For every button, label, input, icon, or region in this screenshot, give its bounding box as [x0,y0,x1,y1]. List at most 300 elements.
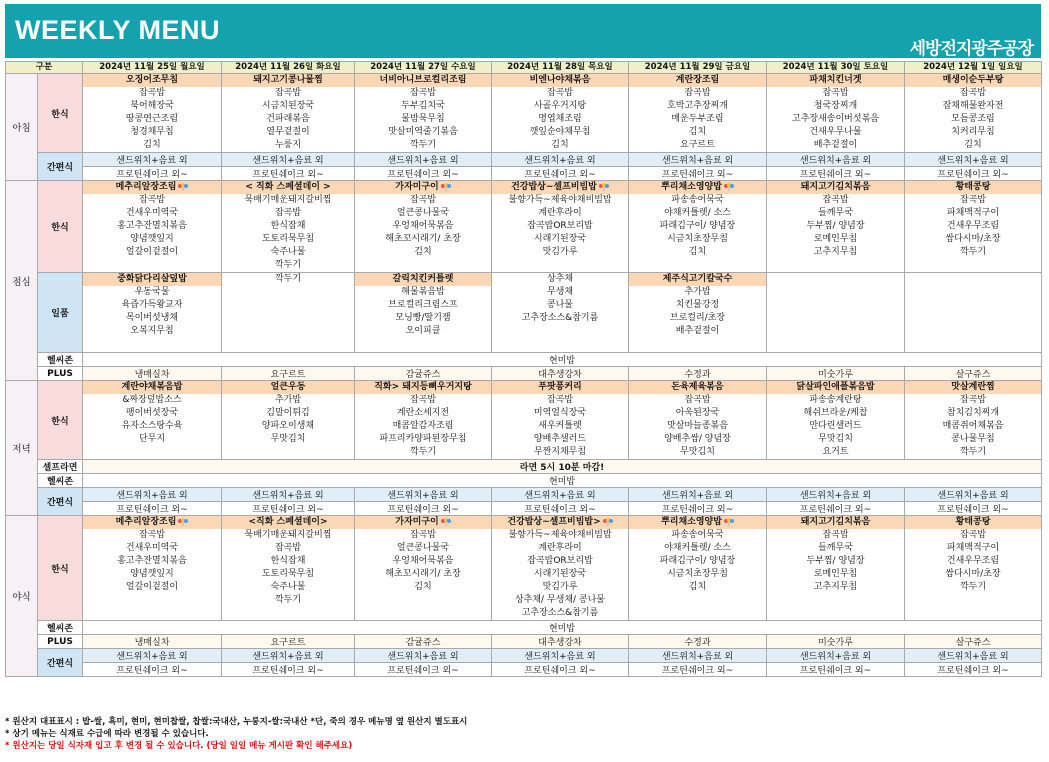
menu-item-text: 팽이버섯장국 [125,408,179,418]
menu-item-text: 계란후라이 [538,543,582,553]
menu-item-text: 상추채 [546,274,574,284]
menu-item-text: 불향가득~제육야채비빔밥 [508,530,612,540]
menu-item [492,312,628,325]
menu-item [629,194,766,207]
menu-item [905,581,1041,594]
menu-item-text: 무맛김치 [270,434,306,444]
menu-item [222,259,354,272]
menu-item [83,394,221,407]
decoration-icon [441,518,451,526]
snack-item: 샌드위치+음료 외 [492,488,629,502]
day-menu-cell [629,273,767,353]
menu-item-text: 숙주나물 [270,247,306,257]
plus-item: 감귤쥬스 [355,635,492,649]
table-row [6,474,1042,488]
menu-item [629,220,766,233]
menu-item [905,246,1041,259]
day-menu-cell [222,516,355,621]
menu-item-text: 중화닭다리살덮밥 [117,274,187,284]
day-menu-cell [222,381,355,460]
menu-item-text: 야채커틀렛/ 소스 [664,543,731,553]
decoration-icon [724,518,734,526]
main-dish [355,181,491,194]
menu-item-text: 요구르트 [680,140,715,150]
day-menu-cell [905,273,1042,353]
day-menu-cell [905,181,1042,273]
menu-item-text: 미역얼식장국 [533,408,587,418]
snack-item: 샌드위치+음료 외 [222,153,355,167]
note-origin-change: * 원산지는 당일 식자재 입고 후 변경 될 수 있습니다. (당일 일일 메뉴 게시판 확인 해주세요) [5,741,353,751]
weekly-menu-table [5,61,1042,677]
plus-item: 감귤쥬스 [355,367,492,381]
menu-item [629,113,766,126]
menu-item [355,207,491,220]
day-header: 2024년 12월 1일 일요일 [905,62,1042,74]
snack-item: 프로틴쉐이크 외~ [222,663,355,677]
menu-item [355,555,491,568]
span-cell: 현미밥 [83,474,1042,488]
menu-item-text: 요거트 [822,447,849,457]
menu-item-text: 파프리카양파된장무침 [379,434,467,444]
menu-item-text: 돼지고기김치볶음 [800,182,871,192]
day-menu-cell [83,181,222,273]
menu-item-text: 김치 [688,247,707,257]
menu-item-text: 사골우거지탕 [533,101,587,111]
menu-item-text: 단무지 [138,434,166,444]
menu-item-text: 로메인무침 [813,234,858,244]
menu-item-text: 해초꼬시래기/ 초장 [385,234,461,244]
span-cell: 라면 5시 10분 마감! [83,460,1042,474]
day-menu-cell [767,181,905,273]
menu-item-text: 잡곡밥 [138,530,166,540]
day-menu-cell [355,516,492,621]
menu-item-text: 열무겉절이 [266,127,310,137]
day-menu-cell [83,74,222,153]
main-dish [767,74,904,87]
snack-item: 샌드위치+음료 외 [767,649,905,663]
menu-item [767,220,904,233]
day-menu-cell [629,74,767,153]
menu-item [767,126,904,139]
main-dish [83,273,221,286]
menu-item-text: 물밤묵무침 [401,114,445,124]
menu-item [905,529,1041,542]
menu-item [355,126,491,139]
menu-item [83,529,221,542]
menu-item [355,312,491,325]
table-row [6,635,1042,649]
menu-item [492,100,628,113]
menu-item-text: 호박고추장찌개 [667,101,728,111]
decoration-icon [599,183,609,191]
menu-item-text: 가자미구이 [395,182,439,192]
menu-item [767,394,904,407]
menu-item-text: 파송송어묵국 [671,195,724,205]
main-dish [629,273,766,286]
plus-item: 미숫가루 [767,367,905,381]
plus-item: 냉매실차 [83,367,222,381]
menu-item-text: 매콤알감자조림 [392,421,454,431]
day-menu-cell [355,381,492,460]
menu-item-text: 매콤쥐어채볶음 [942,421,1004,431]
category-label: 셀프라면 [38,460,83,474]
menu-item [492,299,628,312]
menu-item-text: 우동국물 [134,287,170,297]
snack-item: 프로틴쉐이크 외~ [629,663,767,677]
menu-item-text: &짜장덮밥소스 [122,395,182,405]
day-menu-cell [355,181,492,273]
menu-item [492,207,628,220]
menu-item-text: 무짠지채무침 [533,447,587,457]
menu-item [905,420,1041,433]
menu-item [767,207,904,220]
menu-item [492,286,628,299]
menu-item [905,87,1041,100]
snack-item: 샌드위치+음료 외 [83,488,222,502]
table-row [6,649,1042,663]
menu-item-text: 한식잡채 [270,221,306,231]
span-cell: 현미밥 [83,621,1042,635]
category-label: PLUS [38,367,83,381]
menu-item [355,433,491,446]
menu-item [83,220,221,233]
main-dish [222,516,354,529]
menu-item [905,100,1041,113]
main-dish [355,273,491,286]
menu-item [492,273,628,286]
menu-item-text: 김치 [414,247,432,257]
notes [5,716,467,752]
snack-item: 샌드위치+음료 외 [905,649,1042,663]
menu-item-text: 얼큰콩나물국 [396,208,450,218]
snack-item: 프로틴쉐이크 외~ [355,167,492,181]
category-label: 한식 [38,516,83,621]
menu-item-text: 시금치초장무침 [667,569,728,579]
menu-item [222,207,354,220]
day-menu-cell [355,273,492,353]
menu-item-text: 홍고추잔멸치볶음 [117,221,187,231]
snack-item: 샌드위치+음료 외 [492,153,629,167]
menu-item [905,194,1041,207]
menu-item-text: 잡곡밥 [274,88,302,98]
menu-item-text: 잡곡밥 [138,88,166,98]
day-menu-cell [629,181,767,273]
table-row [6,273,1042,353]
menu-item-text: 치킨물강정 [675,300,720,310]
menu-item-text: 맛살미역줄기볶음 [388,127,458,137]
menu-item-text: 배추겉절이 [813,140,858,150]
main-dish [767,516,904,529]
snack-item: 샌드위치+음료 외 [767,153,905,167]
menu-item [355,325,491,338]
menu-item-text: 계란후라이 [538,208,582,218]
menu-item-text: 파채맥적구이 [946,543,1000,553]
menu-item-text: 고추장소스&참기름 [521,608,599,618]
menu-item [355,529,491,542]
menu-item-text: 양념깻잎지 [130,569,174,579]
menu-item-text: 시래기된장국 [533,569,587,579]
plus-item: 살구쥬스 [905,635,1042,649]
table-row [6,381,1042,460]
day-menu-cell [492,516,629,621]
menu-item-text: 유자소스탕수육 [121,421,183,431]
menu-item-text: 양파오이생채 [261,421,315,431]
meal-label: 야식 [6,516,38,677]
snack-item: 프로틴쉐이크 외~ [222,502,355,516]
menu-item [629,246,766,259]
menu-item-text: 닭살파인애플볶음밥 [796,382,875,392]
menu-item [492,220,628,233]
snack-item: 프로틴쉐이크 외~ [629,502,767,516]
menu-item [83,325,221,338]
day-menu-cell [767,381,905,460]
day-menu-cell [83,516,222,621]
menu-item [767,542,904,555]
menu-item-text: 너비아니브로컬리조림 [379,75,467,85]
menu-item-text: 새우커틀렛 [538,421,582,431]
menu-item-text: 파래김구이/ 양념장 [659,221,736,231]
menu-item-text: 잡곡밥 [684,395,711,405]
menu-item-text: 참치김치찌개 [946,408,1000,418]
menu-item [629,568,766,581]
snack-item: 프로틴쉐이크 외~ [492,167,629,181]
plus-item: 대추생강차 [492,635,629,649]
menu-item [905,394,1041,407]
main-dish [83,74,221,87]
menu-item [492,113,628,126]
menu-item-text: 무맛김치 [680,447,715,457]
menu-item [905,542,1041,555]
menu-item-text: 매운두부조림 [671,114,724,124]
note-origin: * 원산지 대표표시 : 밥-쌀, 흑미, 현미, 현미찹쌀, 찹쌀:국내산, 누룽지-쌀:국내산 *단, 죽의 경우 메뉴명 옆 원산지 별도표시 [5,717,468,727]
menu-item [629,407,766,420]
menu-item-text: 파채치킨너겟 [809,75,862,85]
menu-item-text: 파송송어묵국 [671,530,724,540]
day-menu-cell [767,516,905,621]
main-dish [492,181,628,194]
menu-item [222,568,354,581]
menu-item [355,542,491,555]
menu-item-text: 두부김치국 [401,101,445,111]
menu-item [767,87,904,100]
menu-item [905,113,1041,126]
menu-item [83,194,221,207]
main-dish [355,516,491,529]
menu-item-text: 김치 [688,127,707,137]
menu-item-text: 얼갈이겉절이 [125,582,179,592]
menu-item [222,542,354,555]
menu-item-text: 건새우미역국 [125,208,179,218]
category-label: 한식 [38,381,83,460]
menu-item-text: 잡곡밥 [959,195,987,205]
day-menu-cell [905,74,1042,153]
menu-item-text: 잡곡밥 [684,88,711,98]
menu-item-text: 뿌리채소영양밥 [661,517,722,527]
main-dish [629,516,766,529]
menu-item [905,220,1041,233]
main-dish [492,516,628,529]
table-row [6,353,1042,367]
snack-item: 프로틴쉐이크 외~ [492,663,629,677]
menu-item-text: 콩나물무침 [951,434,995,444]
menu-item-text: 김치 [414,582,432,592]
menu-item-text: 건파래볶음 [266,114,310,124]
menu-item-text: 푸팟퐁커리 [538,382,582,392]
menu-item [629,433,766,446]
menu-item-text: 비엔나야채볶음 [529,75,591,85]
menu-item-text: 모듬콩조림 [951,114,995,124]
menu-item-text: 시금치된장국 [261,101,315,111]
menu-item [222,113,354,126]
menu-item [767,139,904,152]
menu-item-text: 브로컬리크림스프 [388,300,458,310]
menu-item [767,246,904,259]
menu-item-text: 우엉채어묵볶음 [392,556,454,566]
plus-item: 수정과 [629,367,767,381]
category-label: 간편식 [38,649,83,677]
menu-item [355,446,491,459]
snack-item: 프로틴쉐이크 외~ [83,502,222,516]
menu-item-text: 파채맥적구이 [946,208,1000,218]
header-row [6,62,1042,74]
menu-item [492,446,628,459]
snack-item: 프로틴쉐이크 외~ [355,502,492,516]
table-row [6,621,1042,635]
menu-item [355,299,491,312]
menu-item [492,568,628,581]
menu-item [492,555,628,568]
menu-item [83,433,221,446]
snack-item: 샌드위치+음료 외 [355,488,492,502]
menu-item [767,100,904,113]
menu-item-text: 숙주나물 [270,582,306,592]
menu-item [222,529,354,542]
meal-label: 점심 [6,181,38,381]
menu-item [905,433,1041,446]
menu-item-text: 황태콩탕 [955,517,991,527]
main-dish [222,74,354,87]
day-menu-cell [492,74,629,153]
menu-item-text: 잡곡밥 [959,530,987,540]
menu-item-text: 잡곡밥 [959,395,987,405]
menu-item-text: 건새우무나물 [809,127,862,137]
menu-item-text: 아욱된장국 [675,408,720,418]
menu-item [355,568,491,581]
menu-item [629,555,766,568]
plus-item: 요구르트 [222,635,355,649]
menu-item-text: 건새우미역국 [125,543,179,553]
menu-item-text: 김말이튀김 [266,408,310,418]
menu-item [629,581,766,594]
day-menu-cell [767,273,905,353]
menu-item-text: 김치 [143,140,161,150]
menu-item [83,139,221,152]
menu-item [222,126,354,139]
meal-label: 아침 [6,74,38,181]
day-header: 2024년 11월 28일 목요일 [492,62,629,74]
menu-item-text: 배추겉절이 [675,326,720,336]
menu-item-text: 홍고추잔멸치볶음 [117,556,187,566]
menu-item [83,246,221,259]
snack-item: 프로틴쉐이크 외~ [767,502,905,516]
category-label: 일품 [38,273,83,353]
menu-item [492,420,628,433]
menu-item-text: 김치 [551,140,569,150]
menu-item-text: 잡곡밥 [138,195,166,205]
menu-item-text: 김치 [688,582,707,592]
snack-item: 프로틴쉐이크 외~ [767,663,905,677]
snack-item: 샌드위치+음료 외 [629,488,767,502]
menu-item [629,233,766,246]
menu-item-text: 얼갈이겉절이 [125,247,179,257]
main-dish [492,74,628,87]
main-dish [222,381,354,394]
snack-item: 프로틴쉐이크 외~ [83,663,222,677]
menu-item-text: 만다린샐러드 [809,421,862,431]
day-menu-cell [629,381,767,460]
day-menu-cell [905,381,1042,460]
menu-item [629,446,766,459]
day-menu-cell [222,181,355,273]
menu-item-text: 황태콩탕 [955,182,991,192]
menu-item-text: 건새우무조림 [946,221,1000,231]
menu-item [767,555,904,568]
snack-item: 샌드위치+음료 외 [83,649,222,663]
snack-item: 샌드위치+음료 외 [905,488,1042,502]
menu-item [355,420,491,433]
snack-item: 프로틴쉐이크 외~ [355,663,492,677]
menu-item-text: 맛살마늘종볶음 [667,421,728,431]
menu-item-text: 파래김구이/ 양념장 [659,556,736,566]
snack-item: 샌드위치+음료 외 [629,153,767,167]
menu-item [905,126,1041,139]
day-header: 2024년 11월 27일 수요일 [355,62,492,74]
category-label: 간편식 [38,153,83,181]
main-dish [905,74,1041,87]
menu-item [767,446,904,459]
table-row [6,516,1042,621]
menu-item [905,233,1041,246]
day-menu-cell [355,74,492,153]
menu-item-text: 우엉채어묵볶음 [392,221,454,231]
menu-item [355,87,491,100]
snack-item: 프로틴쉐이크 외~ [222,167,355,181]
menu-item-text: 김치 [964,140,982,150]
menu-item-text: 들깨무국 [818,543,853,553]
main-dish [355,381,491,394]
menu-item-text: 청국장찌개 [813,101,858,111]
menu-item [905,555,1041,568]
menu-item [767,113,904,126]
main-dish [222,181,354,194]
menu-item-text: 잡곡밥 [822,195,849,205]
day-menu-cell [222,74,355,153]
page-title: WEEKLY MENU [15,15,221,45]
menu-item-text: 잡곡밥OR보리밥 [527,556,593,566]
menu-item [905,139,1041,152]
menu-item [222,433,354,446]
menu-item-text: 누룽지 [274,140,302,150]
decoration-icon [603,518,613,526]
menu-item-text: 깍두기 [409,447,437,457]
menu-item-text: 해물볶음밥 [401,287,445,297]
menu-item-text: 고추장소스&참기름 [521,313,599,323]
menu-item [355,394,491,407]
day-menu-cell [83,381,222,460]
menu-item-text: 상추채/ 무생채/ 콩나물 [514,595,606,605]
menu-item-text: 목이버섯냉채 [125,313,179,323]
header-banner [5,4,1041,58]
